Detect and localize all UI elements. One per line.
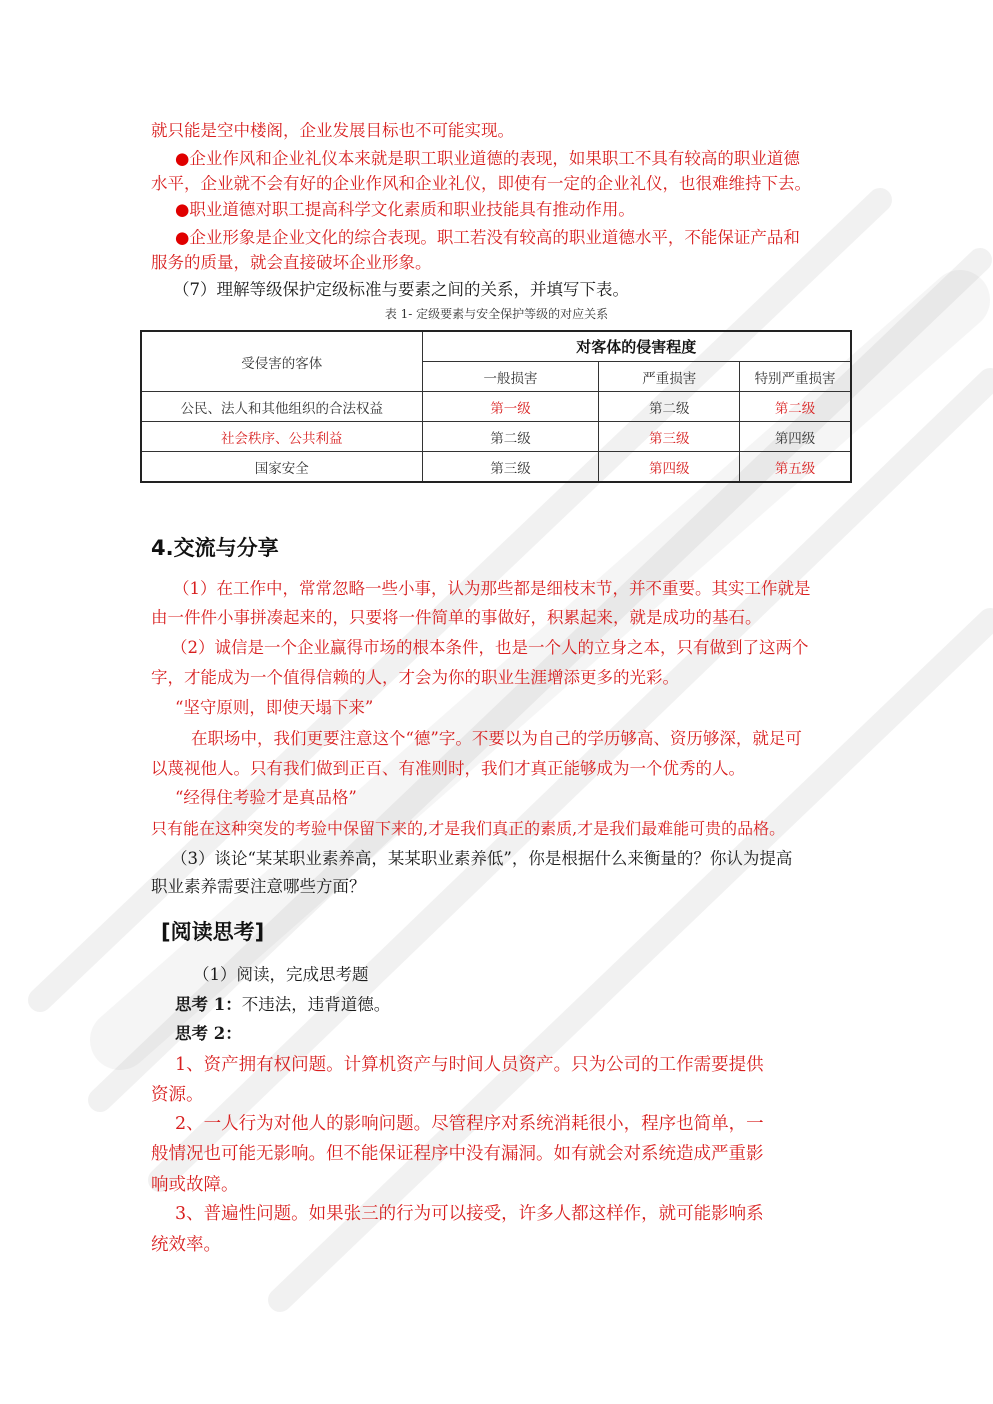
bullet-item-2 — [175, 199, 844, 221]
bullet-1-line-2: 水平，企业就不会有好的企业作风和企业礼仪，即使有一定的企业礼仪，也很难维持下去。 — [151, 174, 811, 193]
grade-cell: 第四级 — [599, 452, 740, 483]
row-object: 社会秩序、公共利益 — [141, 422, 422, 452]
quote1-line-2: 以蔑视他人。只有我们做到正百、有准则时，我们才真正能够成为一个优秀的人。 — [151, 759, 745, 778]
quote1-line-1: 在职场中，我们更要注意这个“德”字。不要以为自己的学历够高、资历够深，就足可 — [191, 729, 802, 748]
section-4-heading: 4.交流与分享 — [151, 536, 279, 560]
row-object: 公民、法人和其他组织的合法权益 — [141, 392, 422, 422]
reading-item-1: （1）阅读，完成思考题 — [193, 965, 369, 984]
bullet-dot-icon: ● — [175, 200, 190, 219]
table-header-row — [141, 331, 851, 362]
grade-cell: 第三级 — [599, 422, 740, 452]
quote2-line-1: 只有能在这种突发的考验中保留下来的,才是我们真正的素质,才是我们最难能可贵的品格。 — [151, 819, 786, 838]
table-row — [141, 392, 851, 422]
column-header-general: 一般损害 — [422, 362, 599, 392]
think-1-text: 不违法，违背道德。 — [241, 995, 391, 1014]
grade-cell: 第四级 — [740, 422, 851, 452]
row-object: 国家安全 — [141, 452, 422, 483]
grade-cell: 第二级 — [599, 392, 740, 422]
bullet-1-text: 企业作风和企业礼仪本来就是职工职业道德的表现，如果职工不具有较高的职业道德 — [189, 149, 800, 168]
grade-cell: 第五级 — [740, 452, 851, 483]
table-caption: 表 1- 定级要素与安全保护等级的对应关系 — [384, 307, 609, 321]
grade-cell: 第一级 — [422, 392, 599, 422]
degree-header: 对客体的侵害程度 — [422, 331, 851, 362]
grade-table — [140, 330, 852, 483]
bullet-3-text: 企业形象是企业文化的综合表现。职工若没有较高的职业道德水平，不能保证产品和 — [189, 228, 800, 247]
bullet-item-3 — [175, 227, 844, 249]
answer-3-line-1: 3、普遍性问题。如果张三的行为可以接受，许多人都这样作，就可能影响系 — [175, 1204, 764, 1224]
section4-p2-line-2: 字，才能成为一个值得信赖的人，才会为你的职业生涯增添更多的光彩。 — [151, 668, 679, 687]
quote-2: “经得住考验才是真品格” — [175, 788, 357, 807]
table-row — [141, 422, 851, 452]
answer-3-line-2: 统效率。 — [151, 1235, 221, 1255]
answer-2-line-1: 2、一人行为对他人的影响问题。尽管程序对系统消耗很小，程序也简单，一 — [175, 1114, 764, 1134]
bullet-dot-icon: ● — [175, 149, 190, 168]
think-1 — [175, 994, 844, 1016]
column-header-serious: 严重损害 — [599, 362, 740, 392]
bullet-dot-icon: ● — [175, 228, 190, 247]
section4-p1-line-2: 由一件件小事拼凑起来的，只要将一件简单的事做好，积累起来，就是成功的基石。 — [151, 608, 762, 627]
answer-2-line-2: 般情况也可能无影响。但不能保证程序中没有漏洞。如有就会对系统造成严重影 — [151, 1144, 764, 1164]
grade-cell: 第二级 — [422, 422, 599, 452]
quote-1: “坚守原则，即使天塌下来” — [175, 698, 374, 717]
object-header: 受侵害的客体 — [141, 331, 422, 392]
section4-p3-line-2: 职业素养需要注意哪些方面？ — [151, 877, 366, 896]
column-header-very-serious: 特别严重损害 — [740, 362, 851, 392]
bullet-item-1 — [175, 148, 844, 170]
item-7-instruction: （7）理解等级保护定级标准与要素之间的关系，并填写下表。 — [173, 280, 629, 299]
bullet-2-text: 职业道德对职工提高科学文化素质和职业技能具有推动作用。 — [189, 200, 635, 219]
section4-p2-line-1: （2）诚信是一个企业赢得市场的根本条件，也是一个人的立身之本，只有做到了这两个 — [171, 638, 809, 657]
think-1-label: 思考 1： — [175, 995, 242, 1014]
bullet-3-line-2: 服务的质量，就会直接破坏企业形象。 — [151, 253, 432, 272]
grade-cell: 第二级 — [740, 392, 851, 422]
answer-2-line-3: 响或故障。 — [151, 1175, 239, 1195]
intro-line-1: 就只能是空中楼阁，企业发展目标也不可能实现。 — [151, 121, 514, 140]
section4-p3-line-1: （3）谈论“某某职业素养高，某某职业素养低”，你是根据什么来衡量的？你认为提高 — [171, 849, 793, 868]
section4-p1-line-1: （1）在工作中，常常忽略一些小事，认为那些都是细枝末节，并不重要。其实工作就是 — [173, 579, 811, 598]
table-row — [141, 452, 851, 483]
answer-1-line-1: 1、资产拥有权问题。计算机资产与时间人员资产。只为公司的工作需要提供 — [175, 1055, 764, 1075]
think-2-label: 思考 2： — [175, 1024, 242, 1043]
reading-heading: [阅读思考] — [161, 920, 265, 944]
grade-cell: 第三级 — [422, 452, 599, 483]
answer-1-line-2: 资源。 — [151, 1085, 204, 1105]
